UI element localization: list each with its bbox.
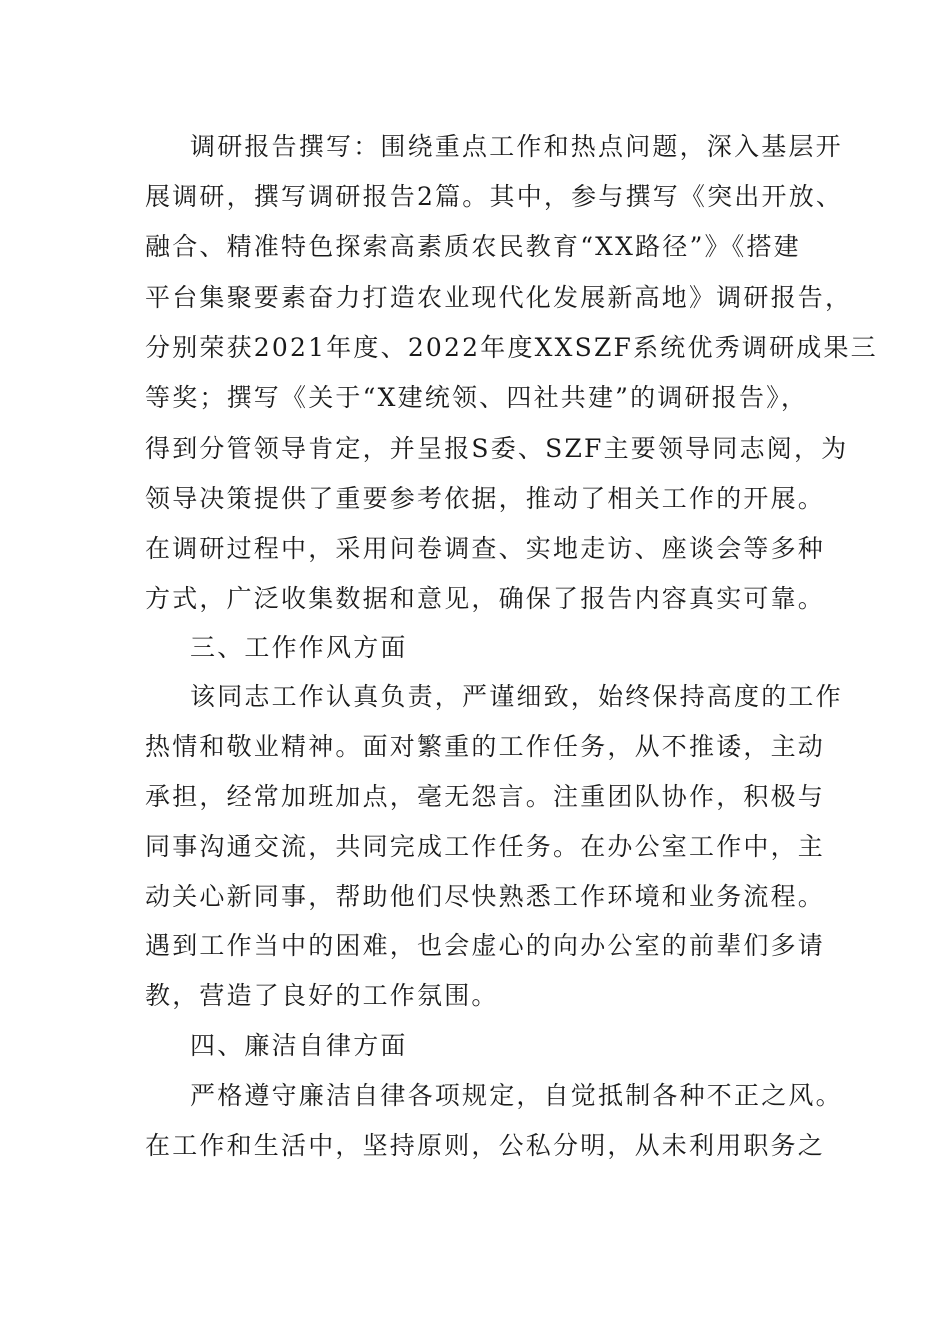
paragraph-line: 在工作和生活中，坚持原则，公私分明，从未利用职务之 <box>145 1131 826 1160</box>
paragraph-line: 调研报告撰写：围绕重点工作和热点问题，深入基层开 <box>190 132 843 161</box>
paragraph-line: 分别荣获2021年度、2022年度XXSZF系统优秀调研成果三 <box>145 333 878 362</box>
paragraph-line: 该同志工作认真负责，严谨细致，始终保持高度的工作 <box>190 682 843 711</box>
paragraph-line: 得到分管领导肯定，并呈报S委、SZF主要领导同志阅，为 <box>145 434 849 463</box>
paragraph-line: 在调研过程中，采用问卷调查、实地走访、座谈会等多种 <box>145 534 826 563</box>
paragraph-line: 严格遵守廉洁自律各项规定，自觉抵制各种不正之风。 <box>190 1081 843 1110</box>
paragraph-line: 热情和敬业精神。面对繁重的工作任务，从不推诿，主动 <box>145 732 826 761</box>
paragraph-line: 平台集聚要素奋力打造农业现代化发展新高地》调研报告， <box>145 283 853 312</box>
section-heading: 四、廉洁自律方面 <box>190 1031 408 1060</box>
paragraph-line: 遇到工作当中的困难，也会虚心的向办公室的前辈们多请 <box>145 931 826 960</box>
paragraph-line: 承担，经常加班加点，毫无怨言。注重团队协作，积极与 <box>145 782 826 811</box>
paragraph-line: 展调研，撰写调研报告2篇。其中，参与撰写《突出开放、 <box>145 182 844 211</box>
paragraph-line: 同事沟通交流，共同完成工作任务。在办公室工作中，主 <box>145 832 826 861</box>
paragraph-line: 方式，广泛收集数据和意见，确保了报告内容真实可靠。 <box>145 584 826 613</box>
paragraph-line: 等奖；撰写《关于“X建统领、四社共建”的调研报告》， <box>145 383 809 412</box>
section-heading: 三、工作作风方面 <box>190 633 408 662</box>
paragraph-line: 融合、精准特色探索高素质农民教育“XX路径”》《搭建 <box>145 232 801 261</box>
paragraph-line: 领导决策提供了重要参考依据，推动了相关工作的开展。 <box>145 484 826 513</box>
paragraph-line: 教，营造了良好的工作氛围。 <box>145 981 499 1010</box>
paragraph-line: 动关心新同事，帮助他们尽快熟悉工作环境和业务流程。 <box>145 882 826 911</box>
